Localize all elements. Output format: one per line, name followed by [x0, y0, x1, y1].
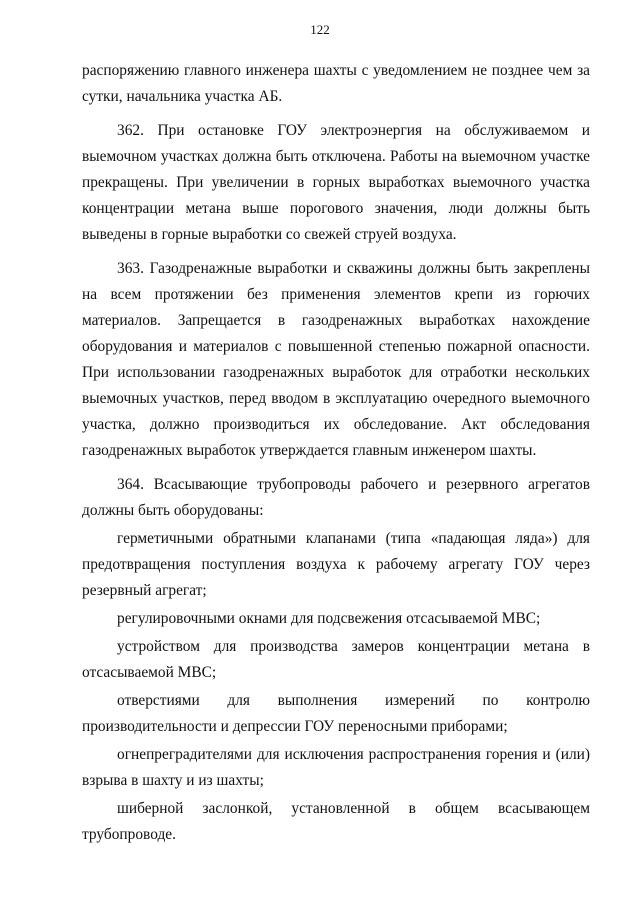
- paragraph-363: 363. Газодренажные выработки и скважины должны быть закреплены на всем протяжении без применения элементов крепи из горючих материалов. Запрещается в газодренажных выработках нахождение оборудования и материалов с повышенной степенью пожарной опасности. При использовании газодренажных выработок для отработки нескольких выемочных участков, перед вводом в эксплуатацию очередного выемочного участка, должно производиться их обследование. Акт обследования газодренажных выработок утверждается главным инженером шахты.: [82, 260, 590, 459]
- paragraph-362: 362. При остановке ГОУ электроэнергия на обслуживаемом и выемочном участках должна быть отключена. Работы на выемочном участке прекращены. При увеличении в горных выработках выемочного участка концентрации метана выше порогового значения, люди должны быть выведены в горные выработки со свежей струей воздуха.: [82, 122, 590, 243]
- list-item-measurement-openings: отверстиями для выполнения измерений по контролю производительности и депрессии ГОУ переносными приборами;: [82, 692, 590, 735]
- list-item-adjustment-windows: регулировочными окнами для подсвежения отсасываемой МВС;: [117, 610, 541, 627]
- paragraph-continuation: распоряжению главного инженера шахты с уведомлением не позднее чем за сутки, начальника участка АБ.: [82, 62, 590, 105]
- page-number: 122: [310, 22, 330, 37]
- list-item-check-valves: герметичными обратными клапанами (типа «падающая ляда») для предотвращения поступления воздуха к рабочему агрегату ГОУ через резервный агрегат;: [82, 530, 590, 599]
- paragraph-364: 364. Всасывающие трубопроводы рабочего и резервного агрегатов должны быть оборудованы:: [82, 476, 590, 519]
- document-body: [82, 58, 590, 850]
- list-item-methane-measurement: устройством для производства замеров концентрации метана в отсасываемой МВС;: [82, 638, 590, 681]
- list-item-gate-valve: шиберной заслонкой, установленной в общем всасывающем трубопроводе.: [82, 800, 590, 843]
- list-item-flame-arresters: огнепреградителями для исключения распространения горения и (или) взрыва в шахту и из шахты;: [82, 746, 590, 789]
